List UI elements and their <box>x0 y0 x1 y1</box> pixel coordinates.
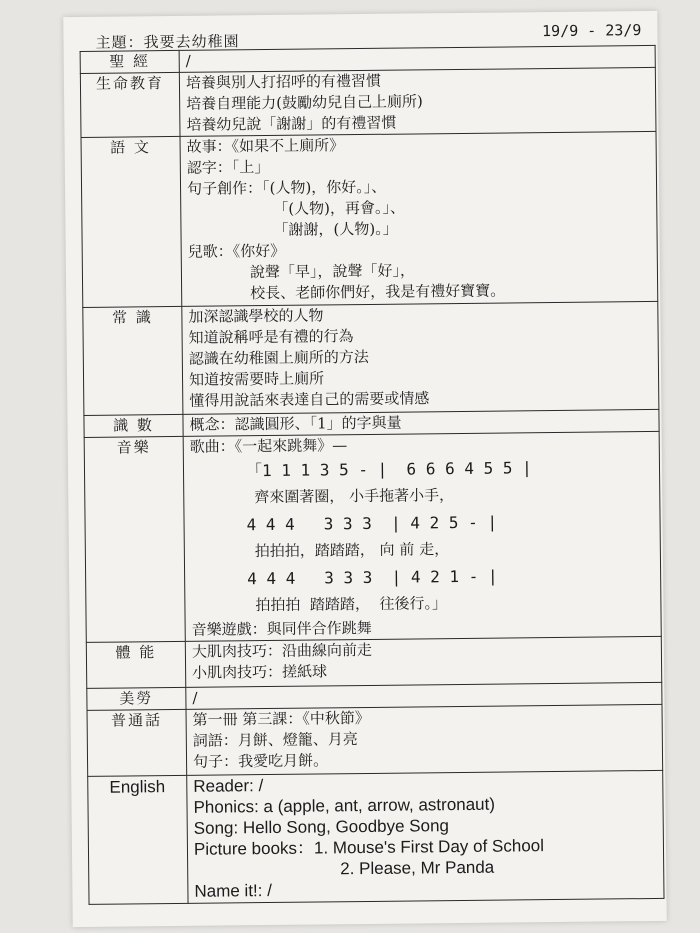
life-line: 培養自理能力(鼓勵幼兒自己上廁所) <box>186 92 423 113</box>
music-game: 音樂遊戲：與同伴合作跳舞 <box>191 618 372 639</box>
general-line: 加深認識學校的人物 <box>188 306 324 326</box>
label-english: English <box>88 775 188 904</box>
putonghua-content <box>186 704 663 775</box>
row-general-studies <box>83 301 659 415</box>
chinese-story: 故事：《如果不上廁所》 <box>186 136 345 156</box>
music-notation: 「1 1 1 3 5 - | 6 6 6 4 5 5 | <box>245 458 532 481</box>
putonghua-line: 詞語：月餅、燈籠、月亮 <box>192 730 358 750</box>
chinese-rhyme-line: 說聲「早」，說聲「好」， <box>249 261 416 282</box>
math-content: 概念：認識圓形、「1」的字與量 <box>183 409 659 436</box>
chinese-sentence: 「(人物)，再會。」、 <box>273 198 406 218</box>
general-line: 懂得用說話來表達自己的需要或情感 <box>189 389 430 410</box>
chinese-sentence: 句子創作：「(人物)，你好。」、 <box>186 177 387 198</box>
chinese-content <box>180 131 658 306</box>
pe-content <box>185 636 661 687</box>
label-math: 識 數 <box>84 414 183 437</box>
pe-line: 大肌肉技巧：沿曲線向前走 <box>191 640 373 661</box>
music-lyric: 拍拍拍 踏踏踏， 往後行。」 <box>255 594 448 615</box>
english-picture-books: Picture books：1. Mouse's First Day of School <box>193 836 545 859</box>
music-notation: 4 4 4 3 3 3 | 4 2 5 - | <box>246 512 498 535</box>
lesson-plan-table <box>80 45 665 905</box>
label-chinese: 語 文 <box>81 136 182 307</box>
english-phonics: Phonics: a (apple, ant, arrow, astronaut) <box>193 794 496 817</box>
chinese-words: 認字：「上」 <box>186 157 270 177</box>
lesson-plan-sheet <box>63 11 666 927</box>
putonghua-line: 句子：我愛吃月餅。 <box>192 751 329 771</box>
general-line: 認識在幼稚園上廁所的方法 <box>188 347 369 368</box>
label-general-studies: 常 識 <box>83 306 183 415</box>
row-chinese <box>81 131 658 307</box>
theme-title: 主題：我要去幼稚園 <box>95 32 240 52</box>
pe-line: 小肌肉技巧：搓紙球 <box>192 662 328 682</box>
label-pe: 體 能 <box>86 641 185 688</box>
general-line: 知道按需要時上廁所 <box>188 369 325 389</box>
chinese-rhyme-line: 校長、老師你們好，我是有禮好寶寶。 <box>250 281 506 303</box>
general-line: 知道說稱呼是有禮的行為 <box>188 327 354 347</box>
english-content <box>187 770 664 903</box>
row-pe <box>86 636 661 688</box>
bible-content: / <box>179 45 655 72</box>
label-art: 美勞 <box>87 687 186 710</box>
row-music <box>84 431 661 642</box>
label-music: 音樂 <box>84 436 185 642</box>
life-line: 培養幼兒說「謝謝」的有禮習慣 <box>186 113 397 134</box>
row-life-education <box>80 67 656 137</box>
row-english <box>88 770 664 904</box>
music-notation: 4 4 4 3 3 3 | 4 2 1 - | <box>247 566 498 589</box>
label-putonghua: 普通話 <box>87 709 187 776</box>
english-song: Song: Hello Song, Goodbye Song <box>193 816 450 838</box>
life-education-content <box>179 67 656 136</box>
life-line: 培養與別人打招呼的有禮習慣 <box>185 71 382 92</box>
english-reader: Reader: / <box>193 776 264 796</box>
music-song-title: 歌曲：《一起來跳舞》— <box>189 436 348 456</box>
label-bible: 聖 經 <box>80 50 179 73</box>
chinese-rhyme-title: 兒歌：《你好》 <box>187 241 286 261</box>
date-range: 19/9 - 23/9 <box>541 21 642 41</box>
row-putonghua <box>87 704 663 776</box>
art-content: / <box>186 682 662 709</box>
english-picture-book-2: 2. Please, Mr Panda <box>340 857 495 879</box>
music-lyric: 齊來圍著圈， 小手拖著小手， <box>254 486 455 507</box>
label-life-education: 生命教育 <box>80 72 180 137</box>
music-content <box>183 431 661 641</box>
english-name-it: Name it!: / <box>194 880 272 901</box>
chinese-sentence: 「謝謝，(人物)。」 <box>273 219 398 239</box>
putonghua-line: 第一冊 第三課：《中秋節》 <box>192 708 370 729</box>
music-lyric: 拍拍拍，踏踏踏， 向 前 走， <box>254 540 450 561</box>
general-studies-content <box>182 301 659 414</box>
